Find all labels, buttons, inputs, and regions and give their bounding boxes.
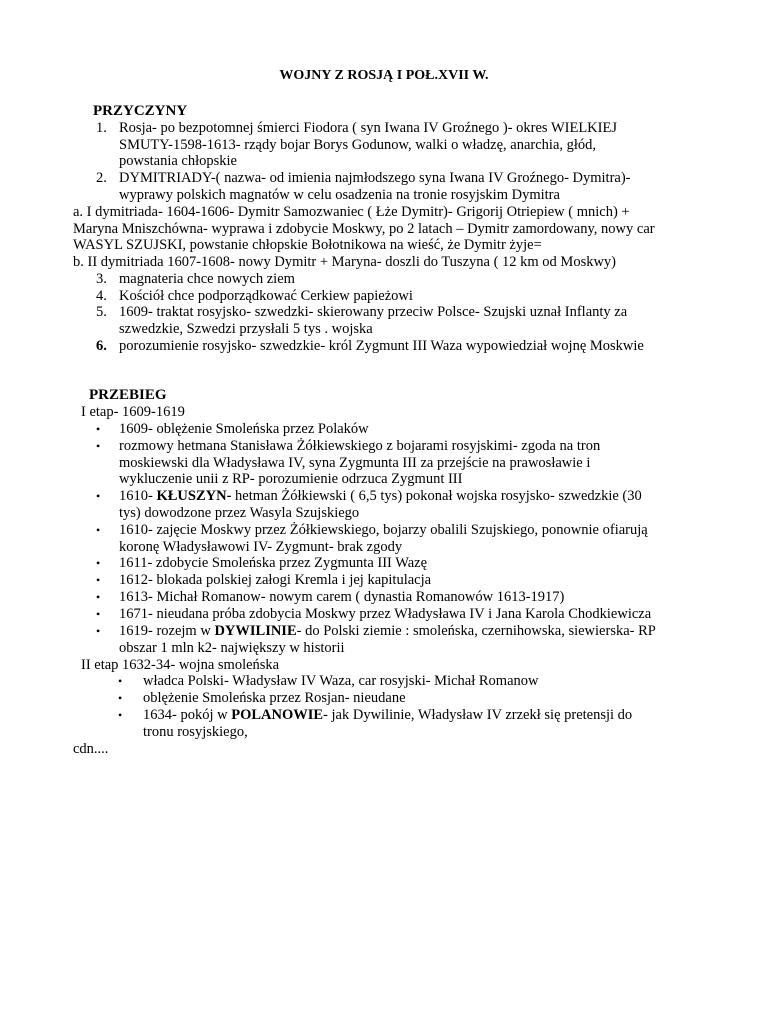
sub-item-a-line-2: Maryna Mniszchówna- wyprawa i zdobycie Moskwy, po 2 latach – Dymitr zamordowany, nowy car [73, 221, 655, 237]
sub-item-a-line-3: WASYL SZUJSKI, powstanie chłopskie Bołotnikowa na wieść, że Dymitr żyje= [73, 237, 542, 253]
list-number: 5. [96, 304, 107, 320]
list-item-text: tronu rosyjskiego, [143, 724, 248, 740]
list-item-text: koronę Władysławowi IV- Zygmunt- brak zgody [119, 539, 403, 555]
bullet-icon: • [96, 556, 101, 570]
bullet-icon: • [96, 624, 101, 638]
bullet-icon: • [96, 573, 101, 587]
place-name: KŁUSZYN- [156, 488, 232, 504]
cause-item-1-line-3: powstania chłopskie [119, 153, 237, 169]
list-item-text: 1610- zajęcie Moskwy przez Żółkiewskiego, bojarzy obalili Szujskiego, ponownie ofiarują [119, 522, 648, 538]
document-title: WOJNY Z ROSJĄ I POŁ.XVII W. [279, 68, 489, 83]
cause-item-1-line-2: SMUTY-1598-1613- rządy bojar Borys Godunow, walki o władzę, anarchia, głód, [119, 137, 597, 153]
bullet-icon: • [96, 439, 101, 453]
bullet-icon: • [96, 422, 101, 436]
text-run: hetman Żółkiewski ( 6,5 tys) pokonał wojska rosyjsko- szwedzkie (30 [231, 488, 642, 504]
list-item-text [143, 707, 632, 724]
continuation-note: cdn.... [73, 741, 109, 757]
stage-2-label: II etap 1632-34- wojna smoleńska [81, 657, 280, 673]
list-item-text: wykluczenie unii z RP- porozumienie odrzuca Zygmunt III [119, 471, 463, 487]
cause-item-5-line-1: 1609- traktat rosyjsko- szwedzki- skierowany przeciw Polsce- Szujski uznał Inflanty za [119, 304, 628, 320]
course-heading: PRZEBIEG [89, 387, 167, 403]
list-number: 6. [96, 338, 107, 354]
place-name: DYWILINIE [214, 623, 297, 639]
list-item-text: 1609- oblężenie Smoleńska przez Polaków [119, 421, 369, 437]
bullet-icon: • [96, 607, 101, 621]
cause-item-6-text: porozumienie rosyjsko- szwedzkie- król Zygmunt III Waza wypowiedział wojnę Moskwie [119, 338, 644, 354]
list-item-text: obszar 1 mln k2- największy w historii [119, 640, 345, 656]
bullet-icon: • [96, 523, 101, 537]
list-item-text: rozmowy hetmana Stanisława Żółkiewskiego z bojarami rosyjskimi- zgoda na tron [119, 438, 601, 454]
sub-item-b: b. II dymitriada 1607-1608- nowy Dymitr + Maryna- doszli do Tuszyna ( 12 km od Moskwy) [73, 254, 617, 270]
text-run: 1619- rozejm w [119, 623, 215, 639]
cause-item-4-text: Kościół chce podporządkować Cerkiew papieżowi [119, 288, 413, 304]
causes-heading: PRZYCZYNY [93, 103, 188, 119]
bullet-icon: • [96, 489, 101, 503]
list-number: 1. [96, 120, 107, 136]
text-run: - do Polski ziemie : smoleńska, czernihowska, siewierska- RP [296, 623, 656, 639]
list-item-text: oblężenie Smoleńska przez Rosjan- nieudane [143, 690, 406, 706]
bullet-icon: • [118, 691, 123, 705]
stage-1-label: I etap- 1609-1619 [81, 404, 185, 420]
list-number: 4. [96, 288, 107, 304]
list-item-text [119, 488, 642, 505]
list-item-text: tys) dowodzone przez Wasyla Szujskiego [119, 505, 360, 521]
list-number: 2. [96, 170, 107, 186]
list-item-text: 1612- blokada polskiej załogi Kremla i jej kapitulacja [119, 572, 432, 588]
list-item-text: władca Polski- Władysław IV Waza, car rosyjski- Michał Romanow [143, 673, 539, 689]
list-item-text: moskiewski dla Władysława IV, syna Zygmunta III za przejście na prawosławie i [119, 455, 591, 471]
cause-item-1-line-1: Rosja- po bezpotomnej śmierci Fiodora ( syn Iwana IV Groźnego )- okres WIELKIEJ [119, 120, 617, 136]
cause-item-2-line-2: wyprawy polskich magnatów w celu osadzenia na tronie rosyjskim Dymitra [119, 187, 560, 203]
place-name: POLANOWIE [231, 707, 324, 723]
list-number: 3. [96, 271, 107, 287]
list-item-text: 1613- Michał Romanow- nowym carem ( dynastia Romanowów 1613-1917) [119, 589, 565, 605]
text-run: - jak Dywilinie, Władysław IV zrzekł się pretensji do [323, 707, 633, 723]
bullet-icon: • [118, 674, 123, 688]
bullet-icon: • [118, 708, 123, 722]
cause-item-2-line-1: DYMITRIADY-( nazwa- od imienia najmłodszego syna Iwana IV Groźnego- Dymitra)- [119, 170, 631, 186]
bullet-icon: • [96, 590, 101, 604]
cause-item-3-text: magnateria chce nowych ziem [119, 271, 295, 287]
text-run: 1610- [119, 488, 157, 504]
sub-item-a-line-1: a. I dymitriada- 1604-1606- Dymitr Samozwaniec ( Łże Dymitr)- Grigorij Otriepiew ( mnich) + [73, 204, 630, 220]
list-item-text [119, 623, 656, 640]
list-item-text: 1671- nieudana próba zdobycia Moskwy przez Władysława IV i Jana Karola Chodkiewicza [119, 606, 652, 622]
cause-item-5-line-2: szwedzkie, Szwedzi przysłali 5 tys . wojska [119, 321, 373, 337]
text-run: 1634- pokój w [143, 707, 232, 723]
list-item-text: 1611- zdobycie Smoleńska przez Zygmunta III Wazę [119, 555, 428, 571]
